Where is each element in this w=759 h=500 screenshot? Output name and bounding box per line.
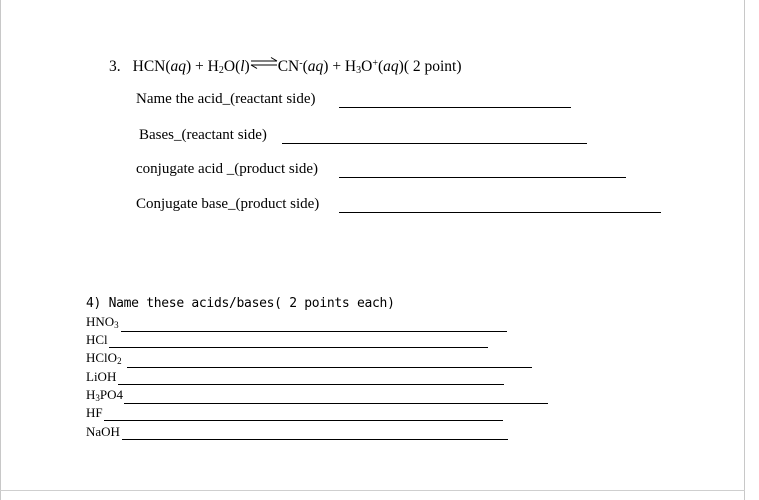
eq-o: O( — [223, 58, 241, 75]
answer-line-acid[interactable] — [339, 107, 571, 108]
eq-aq: aq — [170, 58, 187, 75]
answer-line-conjugate-base[interactable] — [339, 212, 661, 213]
list-item-hcl: HCl — [86, 332, 108, 347]
answer-line-hclo2[interactable] — [127, 367, 532, 368]
eq-paren: ( — [377, 58, 384, 75]
prompt-conjugate-acid: conjugate acid _(product side) — [136, 161, 319, 177]
prompt-acid: Name the acid_(reactant side) — [136, 91, 316, 107]
eq-hcn: HCN( — [132, 58, 171, 75]
list-item-naoh: NaOH — [86, 424, 120, 439]
eq-points: )( 2 point) — [398, 58, 462, 75]
answer-line-conjugate-acid[interactable] — [339, 177, 626, 178]
eq-plus-h: ) + H — [186, 58, 219, 75]
answer-line-hcl[interactable] — [109, 347, 488, 348]
eq-cn: CN — [277, 58, 300, 75]
page-bottom-border — [0, 490, 745, 491]
list-item-hno3: $HNO_3$ — [86, 314, 119, 330]
answer-line-hf[interactable] — [104, 420, 503, 421]
list-item-hf: HF — [86, 405, 103, 420]
answer-line-naoh[interactable] — [122, 439, 508, 440]
question-3-number: 3. — [109, 58, 121, 75]
eq-plus-h3: ) + H — [323, 58, 357, 75]
equilibrium-arrow-icon — [250, 57, 278, 69]
eq-paren: ( — [302, 58, 308, 75]
question-3-equation — [109, 57, 462, 76]
eq-subscript: 3 — [356, 65, 362, 76]
eq-close: ) — [244, 58, 250, 75]
list-item-hclo2: HClO$_2$ — [86, 350, 122, 366]
prompt-bases: Bases_(reactant side) — [139, 127, 267, 143]
answer-line-h3po4[interactable] — [124, 403, 548, 404]
page-right-border — [744, 0, 745, 500]
question-4-title: 4) Name these acids/bases( 2 points each) — [86, 296, 395, 311]
answer-line-lioh[interactable] — [118, 384, 504, 385]
eq-subscript: 2 — [218, 65, 224, 76]
answer-line-hno3[interactable] — [121, 331, 507, 332]
prompt-conjugate-base: Conjugate base_(product side) — [136, 196, 320, 212]
eq-aq: aq — [383, 58, 399, 75]
eq-charge-plus: + — [372, 58, 378, 69]
eq-aq: aq — [307, 58, 324, 75]
answer-line-bases[interactable] — [282, 143, 587, 144]
eq-charge-minus: - — [299, 58, 303, 69]
list-item-lioh: LiOH — [86, 369, 117, 384]
eq-o: O — [361, 58, 373, 75]
eq-liquid: l — [240, 58, 245, 75]
page-left-border — [0, 0, 1, 500]
list-item-h3po4: $H_3PO4$ — [86, 387, 124, 403]
